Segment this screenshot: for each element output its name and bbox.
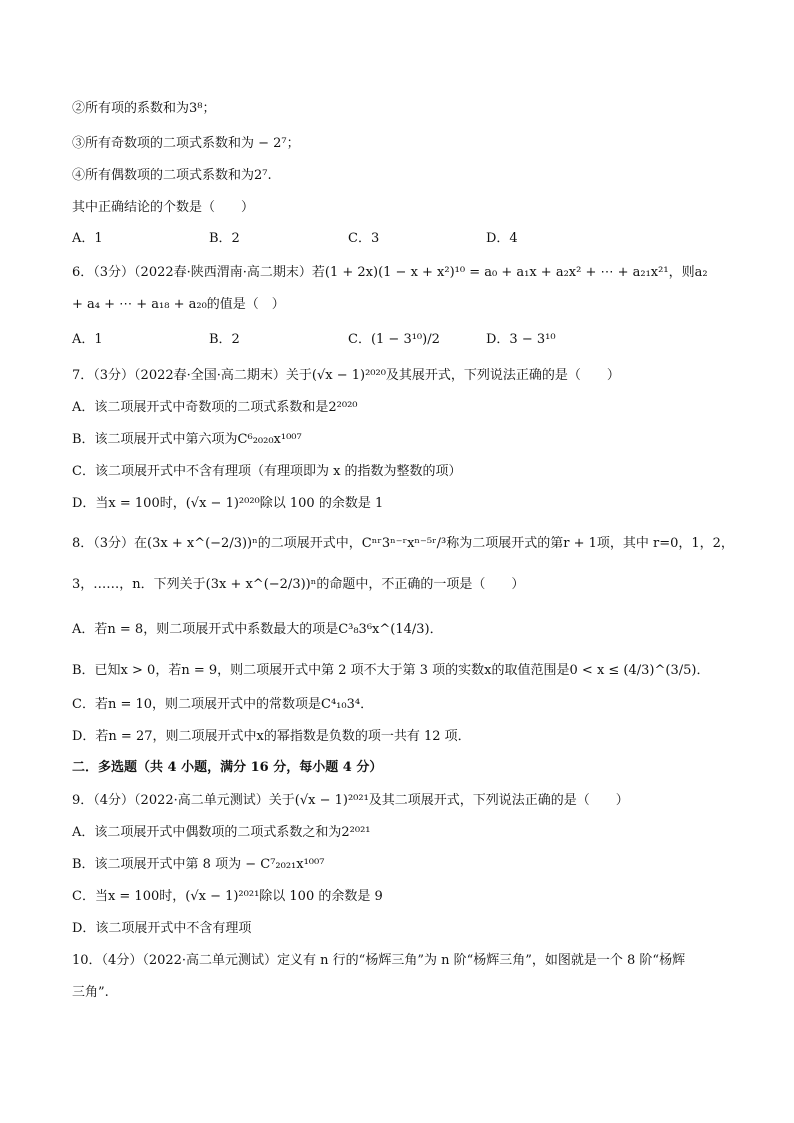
question-6-stem: 6．（3分）（2022春·陕西渭南·高二期末）若(1 + 2x)(1 − x + x²)¹⁰ = a₀ + a₁x + a₂x² + ⋯ + a₂₁x²¹，则a₂ <box>72 265 708 280</box>
question-5-prompt: 其中正确结论的个数是（ ） <box>72 200 255 215</box>
question-9-option-a: A．该二项展开式中偶数项的二项式系数之和为2²⁰²¹ <box>72 825 371 840</box>
option-d: D．3 − 3¹⁰ <box>486 332 556 347</box>
statement-4: ④所有偶数项的二项式系数和为2⁷. <box>72 168 272 183</box>
option-b: B．2 <box>209 231 240 246</box>
question-7-option-b: B．该二项展开式中第六项为C⁶₂₀₂₀x¹⁰⁰⁷ <box>72 432 302 447</box>
option-d: D．4 <box>486 231 518 246</box>
question-8-option-a: A．若n = 8，则二项展开式中系数最大的项是C³₈3⁶x^(14/3)． <box>72 622 443 637</box>
question-8-option-c: C．若n = 10，则二项展开式中的常数项是C⁴₁₀3⁴． <box>72 697 374 712</box>
option-a: A．1 <box>72 332 103 347</box>
question-8-stem: 8．（3分）在(3x + x^(−2/3))ⁿ的二项展开式中，Cⁿʳ3ⁿ⁻ʳxⁿ⁻⁵ʳ/³称为二项展开式的第r + 1项，其中 r=0，1，2， <box>72 536 734 551</box>
question-10-stem: 10．（4分）（2022·高二单元测试）定义有 n 行的“杨辉三角”为 n 阶“杨辉三角”，如图就是一个 8 阶“杨辉 <box>72 953 686 968</box>
option-c: C．3 <box>348 231 380 246</box>
statement-3: ③所有奇数项的二项式系数和为 − 2⁷； <box>72 136 300 151</box>
question-9-stem: 9．（4分）（2022·高二单元测试）关于(√x − 1)²⁰²¹及其二项展开式，下列说法正确的是（ ） <box>72 793 629 808</box>
question-6-stem-cont: + a₄ + ⋯ + a₁₈ + a₂₀的值是（ ） <box>72 297 285 312</box>
question-7-option-d: D．当x = 100时，(√x − 1)²⁰²⁰除以 100 的余数是 1 <box>72 496 384 511</box>
question-7-stem: 7．（3分）（2022春·全国·高二期末）关于(√x − 1)²⁰²⁰及其展开式，下列说法正确的是（ ） <box>72 368 620 383</box>
option-b: B．2 <box>209 332 240 347</box>
question-10-stem-cont: 三角”. <box>72 985 109 1000</box>
question-8-stem-cont: 3，……，n．下列关于(3x + x^(−2/3))ⁿ的命题中，不正确的一项是（ ） <box>72 577 525 592</box>
question-9-option-c: C．当x = 100时，(√x − 1)²⁰²¹除以 100 的余数是 9 <box>72 889 383 904</box>
question-7-option-c: C．该二项展开式中不含有理项（有理项即为 x 的指数为整数的项） <box>72 464 462 479</box>
question-8-option-b: B．已知x > 0，若n = 9，则二项展开式中第 2 项不大于第 3 项的实数x的取值范围是0 < x ≤ (4/3)^(3/5)． <box>72 663 710 678</box>
question-7-option-a: A．该二项展开式中奇数项的二项式系数和是2²⁰²⁰ <box>72 400 358 415</box>
section-2-heading: 二．多选题（共 4 小题，满分 16 分，每小题 4 分） <box>72 760 383 775</box>
option-c: C．(1 − 3¹⁰)/2 <box>348 332 440 347</box>
statement-2: ②所有项的系数和为3⁸； <box>72 101 216 116</box>
question-9-option-b: B．该二项展开式中第 8 项为 − C⁷₂₀₂₁x¹⁰⁰⁷ <box>72 857 325 872</box>
option-a: A．1 <box>72 231 103 246</box>
question-9-option-d: D．该二项展开式中不含有理项 <box>72 921 252 936</box>
question-8-option-d: D．若n = 27，则二项展开式中x的幂指数是负数的项一共有 12 项． <box>72 729 471 744</box>
